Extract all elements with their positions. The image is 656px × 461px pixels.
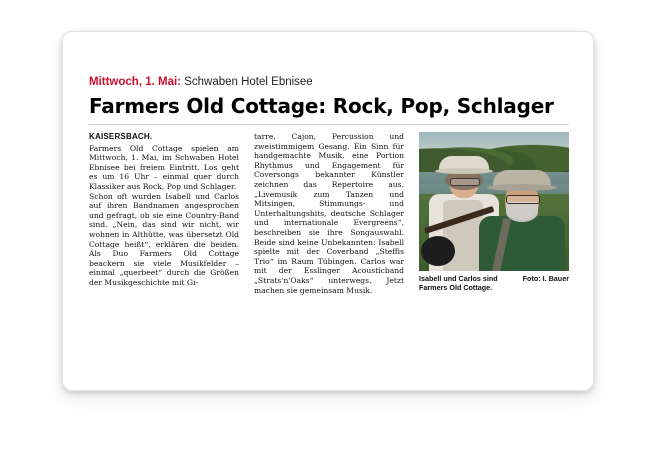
article-kicker [89, 76, 569, 89]
article-column-2 [254, 132, 404, 295]
guitar-body [421, 236, 455, 266]
article-photo-block [419, 132, 569, 292]
carlos-sunglasses [506, 195, 540, 204]
article-paragraph-2: Schon oft wurden Isabell und Carlos auf ihren Bandnamen angesprochen und gefragt, ob sie eine Country-Band sind. „Nein, das sind wir nicht, wir wohnen in Althütte, was übersetzt Old Cottage heißt“, erklären die beiden. Als Duo Farmers Old Cottage beackern sie viele Musikfelder – einmal „querbeet“ durch die Größen der Musikgeschichte mit Gi- [89, 191, 239, 287]
kicker-date: Mittwoch, 1. Mai: [89, 76, 181, 88]
article-photo [419, 132, 569, 271]
photo-credit: Foto: I. Bauer [522, 274, 569, 283]
article-body [89, 76, 569, 295]
photo-person-carlos [475, 166, 567, 271]
headline-divider [89, 124, 569, 125]
page-title: Farmers Old Cottage: Rock, Pop, Schlager [89, 94, 554, 118]
photo-caption-text: Isabell und Carlos sind Farmers Old Cottage. [419, 274, 498, 292]
photo-caption [419, 275, 569, 292]
kicker-venue: Schwaben Hotel Ebnisee [184, 76, 313, 88]
article-paragraph-3: tarre, Cajon, Percussion und zweistimmigem Gesang. Ein Sinn für handgemachte Musik, eine Portion Rhythmus und Engagement für Coversongs bekannter Künstler zeichnen das Repertoire aus. „Livemusik zum Tanzen und Mitsingen, Stimmungs- und Unterhaltungshits, deutsche Schlager und internationale Evergreens“, beschreiben sie ihre Songauswahl. Beide sind keine Unbekannten: Isabell spielte mit der Coverband „Steffis Trio“ im Raum Tübingen. Carlos war mit der Esslinger Acousticband „Strats'n'Oaks“ unterwegs. Jetzt machen sie gemeinsam Musik. [254, 132, 404, 295]
carlos-shirt [479, 216, 565, 271]
carlos-hat-brim [487, 184, 557, 191]
carlos-beard [506, 202, 538, 222]
newspaper-clipping-card [62, 31, 594, 391]
article-dateline: KAISERSBACH. [89, 132, 153, 141]
article-paragraph-1: Farmers Old Cottage spielen am Mittwoch, 1. Mai, im Schwaben Hotel Ebnisee bei freiem Eintritt. Los geht es um 16 Uhr – einmal quer durch Klassiker aus Rock, Pop und Schlager. [89, 143, 239, 191]
article-column-1 [89, 132, 239, 288]
